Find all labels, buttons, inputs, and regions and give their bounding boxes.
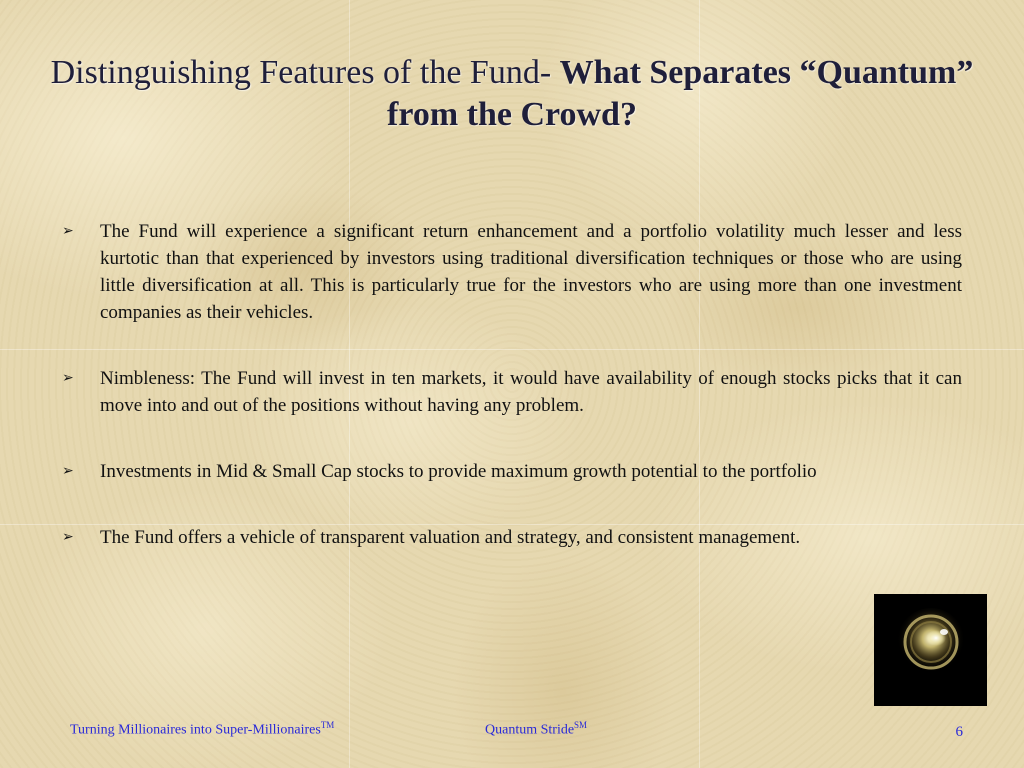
bullet-text: The Fund will experience a significant return enhancement and a portfolio volatility much lesser and less kurtotic than that experienced by investors using traditional diversification techniques or those who are using little diversification at all. This is particularly true for the investors who are using more than one investment companies as their vehicles.	[100, 221, 962, 323]
arrow-bullet-icon: ➢	[62, 463, 74, 479]
footer-brand-text: Quantum Stride	[485, 722, 575, 738]
service-mark: SM	[574, 720, 588, 730]
footer-tagline-text: Turning Millionaires into Super-Millionaires	[70, 722, 321, 738]
slide-title	[40, 52, 984, 136]
footer-tagline	[70, 720, 334, 739]
bullet-text: The Fund offers a vehicle of transparent valuation and strategy, and consistent management.	[100, 527, 801, 548]
bullet-text: Investments in Mid & Small Cap stocks to provide maximum growth potential to the portfolio	[100, 461, 817, 482]
trademark-mark: TM	[320, 720, 335, 730]
bullet-item	[62, 218, 962, 326]
arrow-bullet-icon: ➢	[62, 370, 74, 386]
bullet-item	[62, 524, 962, 551]
bullet-item	[62, 365, 962, 419]
bullet-item	[62, 458, 962, 485]
arrow-bullet-icon: ➢	[62, 529, 74, 545]
slide-title-bold: What Separates “Quantum” from the Crowd?	[387, 54, 974, 133]
footer-brand	[485, 720, 587, 739]
slide-title-plain: Distinguishing Features of the Fund-	[50, 54, 560, 91]
bullet-text: Nimbleness: The Fund will invest in ten markets, it would have availability of enough stocks picks that it can move into and out of the positions without having any problem.	[100, 368, 962, 416]
glowing-sphere-graphic	[874, 594, 987, 706]
bullet-list	[62, 218, 962, 590]
page-number: 6	[955, 724, 963, 740]
arrow-bullet-icon: ➢	[62, 223, 74, 239]
glowing-sphere-image	[874, 594, 987, 706]
